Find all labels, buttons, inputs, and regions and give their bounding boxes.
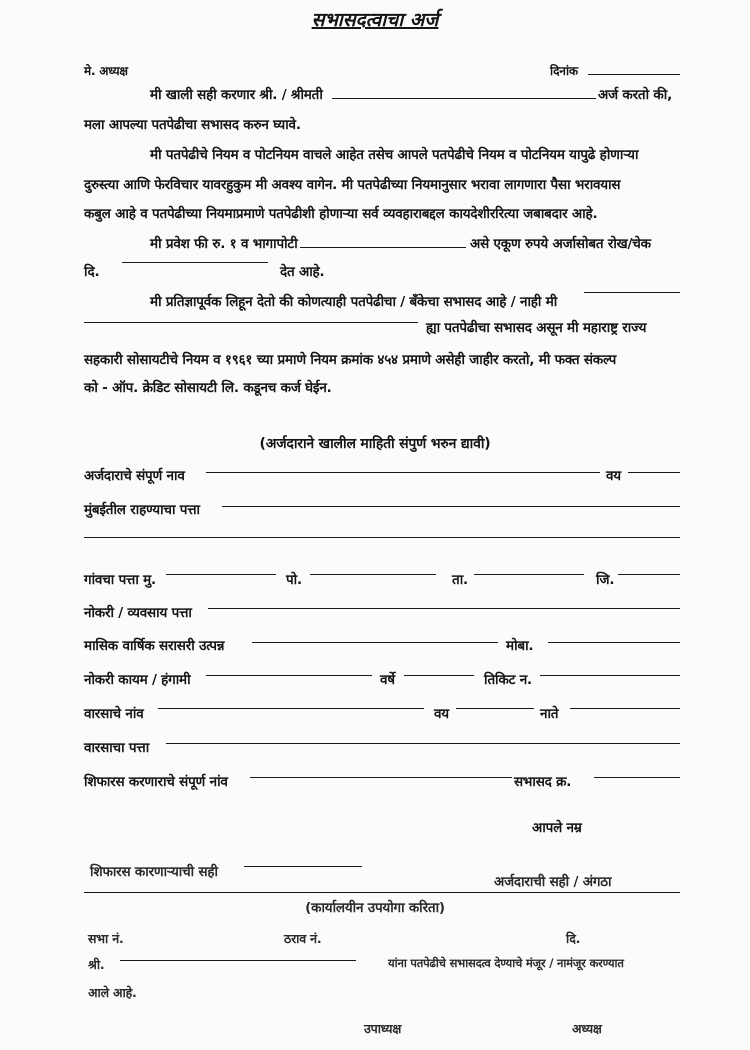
declaration-line-1b: अर्ज करतो की,	[598, 87, 673, 103]
recommender-signature-label: शिफारस कारणाऱ्याची सही	[90, 864, 218, 880]
mumbai-address-line-2[interactable]	[84, 537, 680, 538]
years-line[interactable]	[404, 675, 474, 676]
income-line[interactable]	[252, 642, 498, 643]
job-address-label: नोकरी / व्यवसाय पत्ता	[84, 605, 192, 621]
approval-text: यांना पतपेढीचे सभासदत्व देण्याचे मंजूर / नामंजूर करण्यात	[388, 956, 624, 970]
post-label: पो.	[286, 572, 302, 588]
mumbai-address-label: मुंबईतील राहण्याचा पत्ता	[84, 502, 200, 518]
paragraph-4-line-4: को - ऑप. क्रेडिट सोसायटी लि. कडूनच कर्ज घेईन.	[84, 380, 332, 396]
age-line[interactable]	[628, 472, 680, 473]
resolution-no-label: ठराव नं.	[284, 931, 322, 946]
job-type-line[interactable]	[206, 675, 372, 676]
fee-date-line[interactable]	[122, 262, 268, 263]
district-line[interactable]	[618, 574, 680, 575]
fee-text-a: मी प्रवेश फी रु. १ व भागापोटी	[150, 236, 298, 252]
paragraph-2-line-1: मी पतपेढीचे नियम व पोटनियम वाचले आहेत तसेच आपले पतपेढीचे नियम व पोटनियम यापुढे होणाऱ्या	[150, 147, 639, 163]
share-amount-line[interactable]	[300, 247, 466, 248]
applicant-name-line[interactable]	[332, 98, 596, 99]
fee-date-label: दि.	[84, 264, 100, 280]
date-label: दिनांक	[550, 64, 578, 78]
village-address-label: गांवचा पत्ता मु.	[84, 572, 156, 588]
office-divider	[84, 892, 680, 893]
recommender-name-line[interactable]	[250, 777, 512, 778]
meeting-no-label: सभा नं.	[88, 931, 124, 946]
full-name-line[interactable]	[206, 472, 600, 473]
job-type-label: नोकरी कायम / हंगामी	[84, 672, 191, 688]
form-title: सभासदत्वाचा अर्ज	[311, 9, 439, 31]
taluka-label: ता.	[452, 572, 468, 588]
addressee-label: मे. अध्यक्ष	[84, 64, 128, 78]
member-no-line[interactable]	[594, 777, 680, 778]
mobile-line[interactable]	[548, 642, 680, 643]
post-line[interactable]	[310, 574, 436, 575]
vice-president-label: उपाध्यक्ष	[364, 1021, 402, 1036]
declaration-line-2: मला आपल्या पतपेढीचा सभासद करुन घ्यावे.	[84, 117, 301, 133]
income-label: मासिक वार्षिक सरासरी उत्पन्न	[84, 638, 225, 654]
paragraph-4-line-1: मी प्रतिज्ञापूर्वक लिहून देतो की कोणत्याही पतपेढीचा / बँकेचा सभासद आहे / नाही मी	[150, 294, 558, 310]
relation-line[interactable]	[570, 708, 680, 709]
applicant-signature-label: अर्जदाराची सही / अंगठा	[494, 874, 612, 890]
mobile-label: मोबा.	[506, 638, 534, 654]
office-date-label: दि.	[566, 931, 581, 946]
ticket-line[interactable]	[540, 675, 680, 676]
full-name-label: अर्जदाराचे संपूर्ण नाव	[84, 468, 185, 484]
office-use-heading: (कार्यालयीन उपयोगा करिता)	[305, 900, 445, 916]
job-address-line[interactable]	[208, 608, 680, 609]
heir-age-label: वय	[434, 706, 449, 722]
paragraph-2-line-2: दुरुस्त्या आणि फेरविचार यावरहुकुम मी अवश्य वागेन. मी पतपेढीच्या नियमानुसार भरावा लागणारा पैसा भरावयास	[84, 177, 621, 193]
heir-name-label: वारसाचे नांव	[84, 706, 144, 722]
came-label: आले आहे.	[88, 985, 137, 1000]
recommender-name-label: शिफारस करणाराचे संपूर्ण नांव	[84, 774, 228, 790]
fee-text-d: देत आहे.	[280, 264, 325, 280]
fee-text-b: असे एकूण रुपये अर्जासोबत रोख/चेक	[470, 236, 651, 252]
heir-age-line[interactable]	[456, 708, 534, 709]
age-label: वय	[606, 468, 621, 484]
heir-address-label: वारसाचा पत्ता	[84, 740, 150, 756]
yours-faithfully: आपले नम्र	[532, 820, 582, 836]
heir-address-line[interactable]	[166, 743, 680, 744]
declaration-line-1a: मी खाली सही करणार श्री. / श्रीमती	[150, 87, 323, 103]
other-bank-name-line[interactable]	[84, 322, 418, 323]
other-bank-line[interactable]	[584, 292, 680, 293]
shri-label: श्री.	[88, 957, 105, 972]
paragraph-2-line-3: कबुल आहे व पतपेढीच्या नियमाप्रमाणे पतपेढीशी होणाऱ्या सर्व व्यवहाराबद्दल कायदेशीररित्या जबाबदार आहे.	[84, 206, 598, 222]
heir-name-line[interactable]	[158, 708, 424, 709]
president-label: अध्यक्ष	[572, 1021, 602, 1036]
section-heading: (अर्जदाराने खालील माहिती संपुर्ण भरुन द्यावी)	[259, 436, 491, 452]
ticket-label: तिकिट न.	[484, 672, 532, 688]
relation-label: नाते	[540, 706, 559, 722]
paragraph-4-line-3: सहकारी सोसायटीचे नियम व १९६१ च्या प्रमाणे नियम क्रमांक ४५४ प्रमाणे असेही जाहीर करतो, मी फक्त संकल्प	[84, 352, 617, 368]
date-field-line[interactable]	[588, 74, 680, 75]
paragraph-4-line-2: ह्या पतपेढीचा सभासद असून मी महाराष्ट्र राज्य	[426, 320, 647, 336]
village-line[interactable]	[166, 574, 276, 575]
member-name-line[interactable]	[120, 960, 356, 961]
taluka-line[interactable]	[474, 574, 584, 575]
mumbai-address-line[interactable]	[222, 506, 680, 507]
years-label: वर्षे	[380, 672, 395, 688]
member-no-label: सभासद क्र.	[514, 774, 572, 790]
district-label: जि.	[596, 572, 615, 588]
recommender-signature-line[interactable]	[244, 866, 362, 867]
